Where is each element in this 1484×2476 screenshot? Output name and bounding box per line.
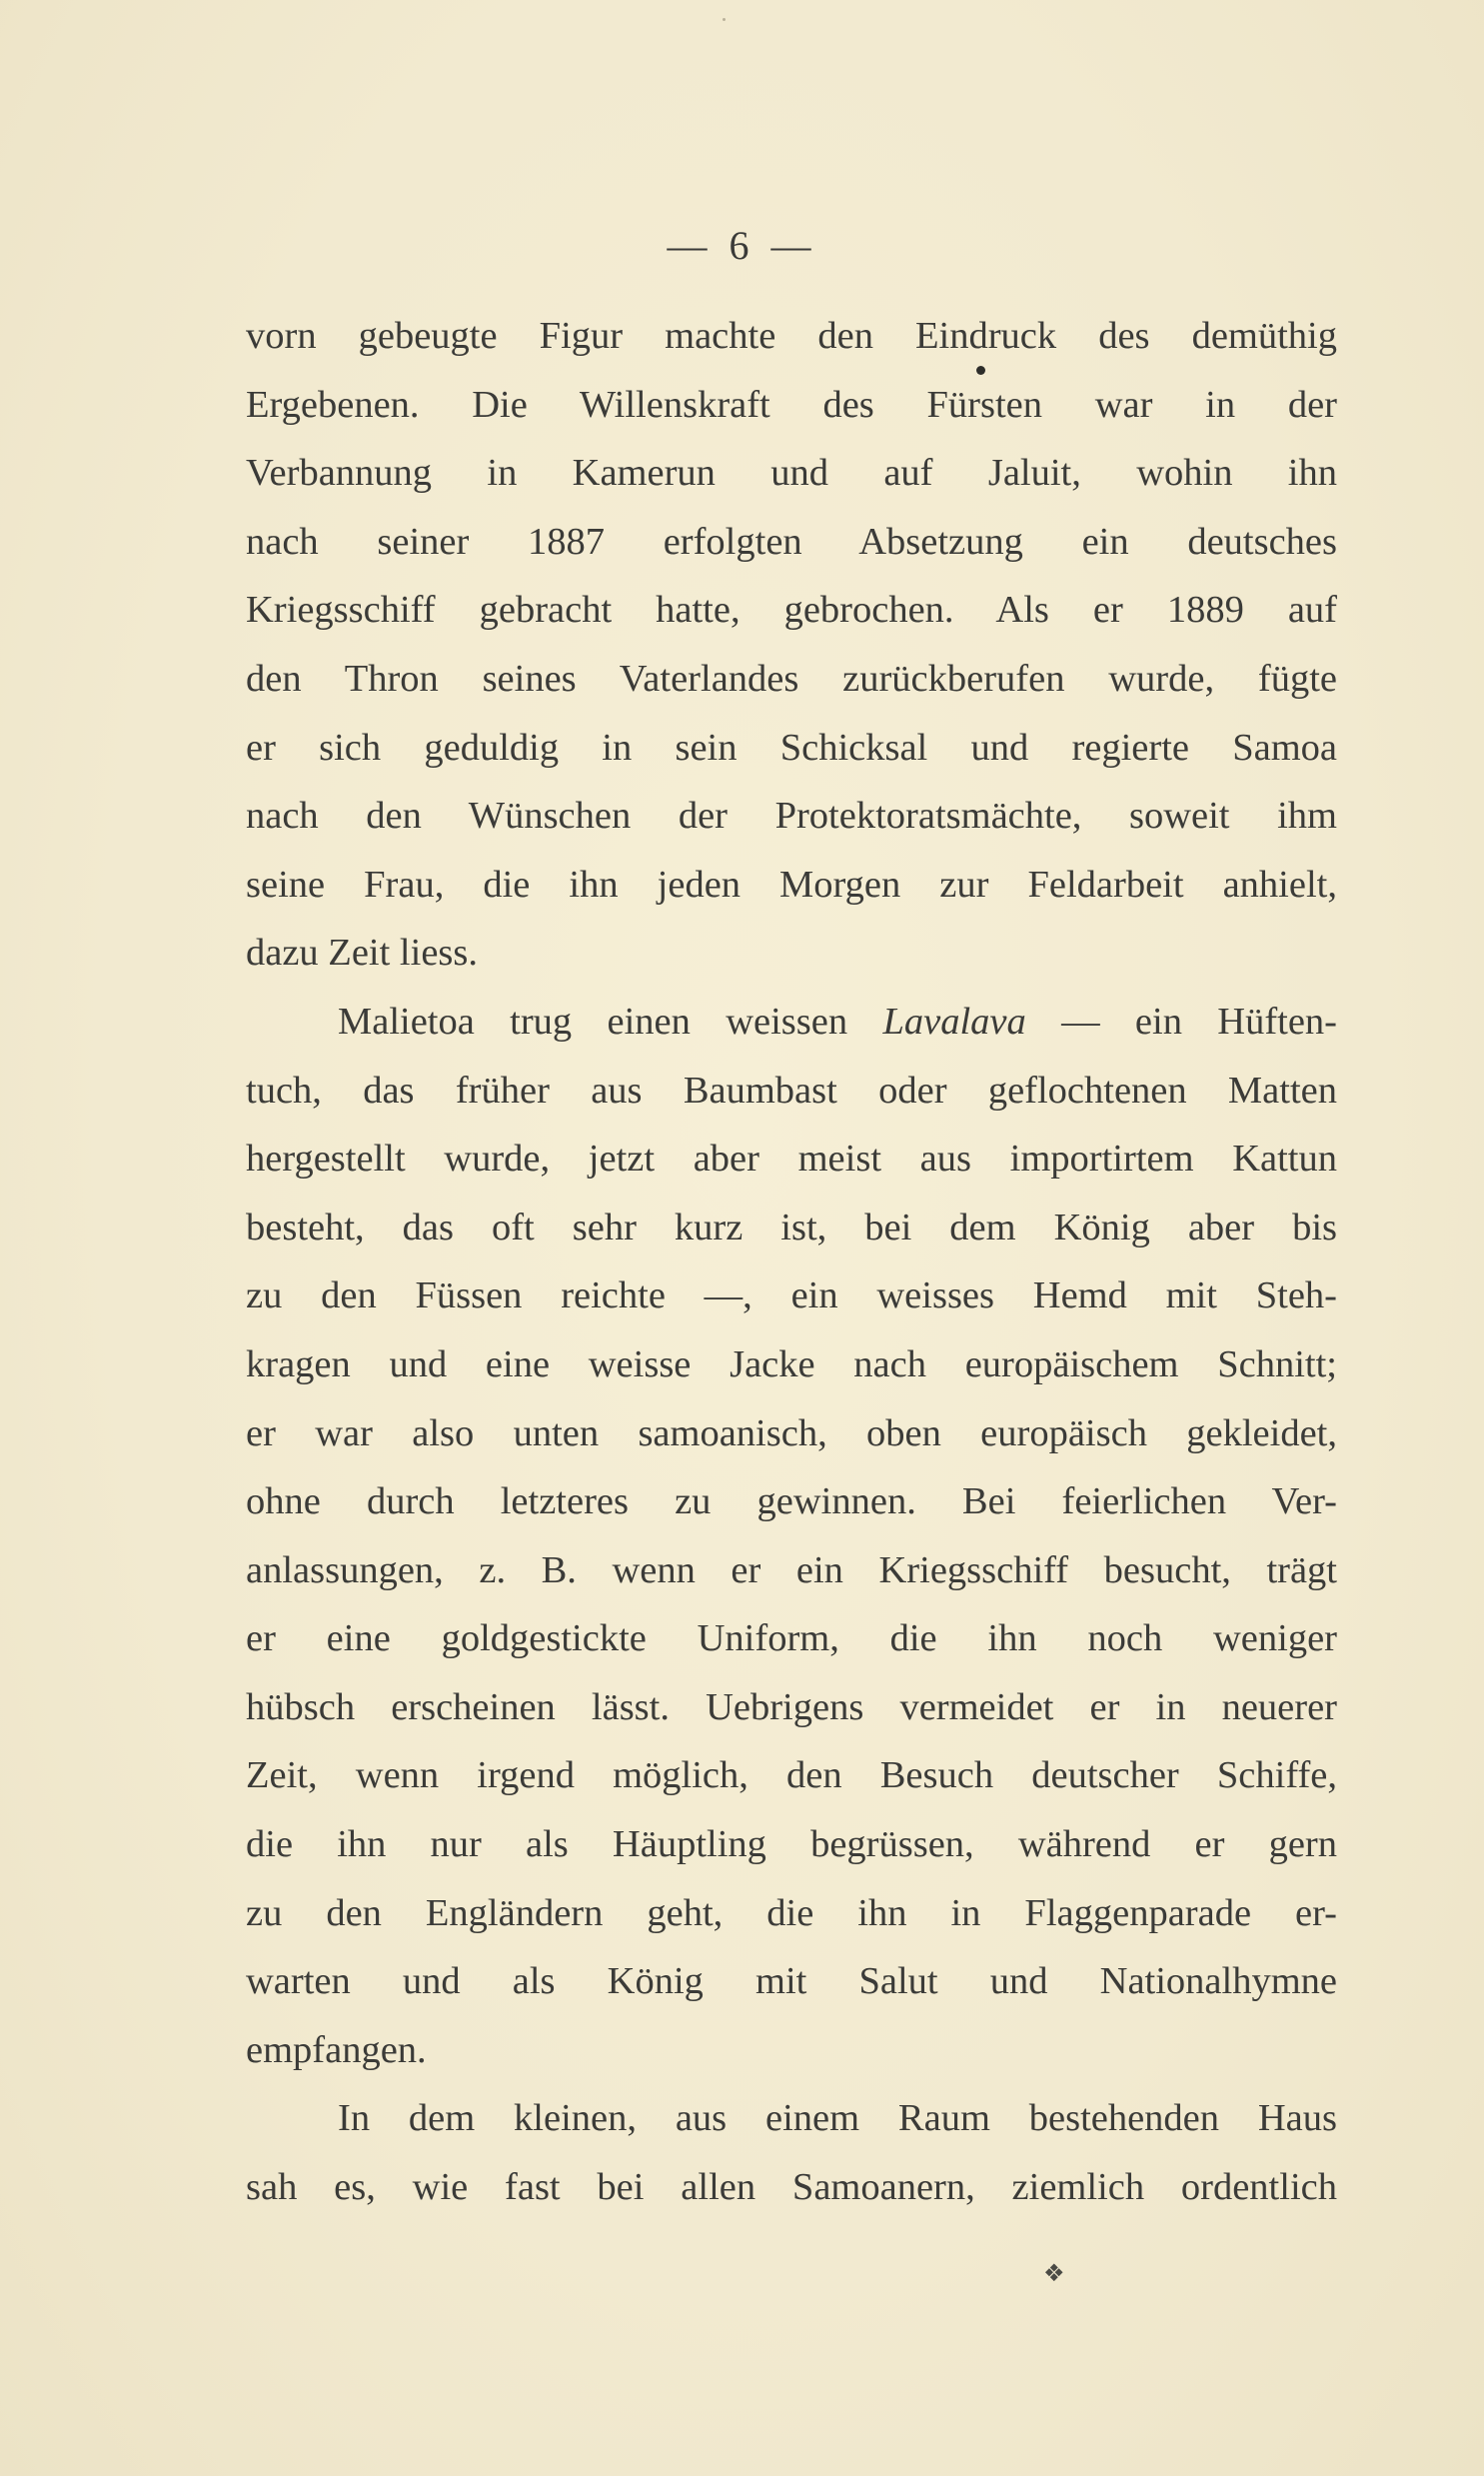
text-line: anlassungen, z. B. wenn er ein Kriegsschiff besucht, trägt (246, 1548, 1337, 1591)
text-line (246, 988, 1337, 1057)
text-line: tuch, das früher aus Baumbast oder geflochtenen Matten (246, 1069, 1337, 1112)
text-line: nach seiner 1887 erfolgten Absetzung ein deutsches (246, 520, 1337, 563)
text-line: zu den Engländern geht, die ihn in Flaggenparade er- (246, 1891, 1337, 1934)
text-line: er war also unten samoanisch, oben europäisch gekleidet, (246, 1411, 1337, 1454)
text-line: warten und als König mit Salut und Nationalhymne (246, 1960, 1337, 2003)
text-line: sah es, wie fast bei allen Samoanern, ziemlich ordentlich (246, 2166, 1337, 2209)
text-line: Zeit, wenn irgend möglich, den Besuch deutscher Schiffe, (246, 1754, 1337, 1797)
text-line: hergestellt wurde, jetzt aber meist aus importirtem Kattun (246, 1138, 1337, 1181)
line-segment: Malietoa trug einen weissen (338, 1000, 883, 1043)
text-line: er sich geduldig in sein Schicksal und regierte Samoa (246, 726, 1337, 769)
text-line: Verbannung in Kamerun und auf Jaluit, wohin ihn (246, 452, 1337, 495)
text-line: vorn gebeugte Figur machte den Eindruck des demüthig (246, 315, 1337, 357)
paper-speck (723, 18, 726, 21)
text-line: empfangen. (246, 2028, 427, 2071)
text-line: zu den Füssen reichte —, ein weisses Hemd mit Steh- (246, 1274, 1337, 1317)
text-line: Ergebenen. Die Willenskraft des Fürsten war in der (246, 383, 1337, 426)
text-line: In dem kleinen, aus einem Raum bestehenden Haus (338, 2097, 1337, 2140)
text-line: den Thron seines Vaterlandes zurückberufen wurde, fügte (246, 657, 1337, 700)
text-line: besteht, das oft sehr kurz ist, bei dem König aber bis (246, 1206, 1337, 1248)
text-line: ohne durch letzteres zu gewinnen. Bei feierlichen Ver- (246, 1480, 1337, 1523)
italic-term: Lavalava (882, 1000, 1026, 1043)
text-line: er eine goldgestickte Uniform, die ihn noch weniger (246, 1617, 1337, 1660)
text-line: hübsch erscheinen lässt. Uebrigens vermeidet er in neuerer (246, 1685, 1337, 1728)
page-number: — 6 — (667, 223, 817, 268)
text-line: die ihn nur als Häuptling begrüssen, während er gern (246, 1823, 1337, 1866)
text-line: nach den Wünschen der Protektoratsmächte, soweit ihm (246, 795, 1337, 838)
text-line: Kriegsschiff gebracht hatte, gebrochen. Als er 1889 auf (246, 589, 1337, 632)
text-line: seine Frau, die ihn jeden Morgen zur Feldarbeit anhielt, (246, 863, 1337, 906)
line-segment: — ein Hüften- (1025, 1000, 1337, 1043)
text-line: dazu Zeit liess. (246, 932, 478, 975)
text-line: kragen und eine weisse Jacke nach europäischem Schnitt; (246, 1342, 1337, 1385)
body-text (246, 302, 1337, 2222)
ink-mark: ❖ (1043, 2259, 1065, 2287)
